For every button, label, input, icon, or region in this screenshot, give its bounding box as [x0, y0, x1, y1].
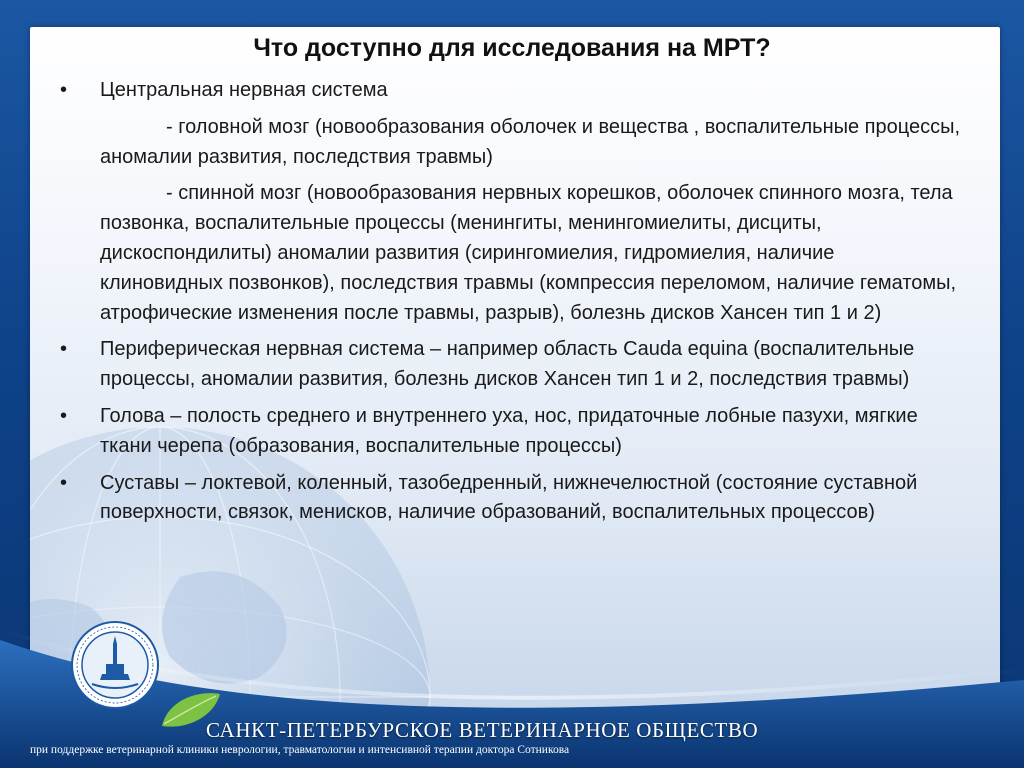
- sub-item-spinal-cord: - спинной мозг (новообразования нервных корешков, оболочек спинного мозга, тела позвонка, воспалительные процессы (менингиты, менингомиелиты, дисциты, дискоспондилиты) аномалии развития (сирингомиелия, гидромиелия, наличие клиновидных позвонков), последствия травмы (компрессия переломом, наличие гематомы, атрофические изменения после травмы, разрыв), болезнь дисков Хансен тип 1 и 2): [100, 182, 957, 324]
- society-emblem-icon: [70, 620, 160, 710]
- bullet-icon: •: [60, 404, 68, 427]
- slide-title: Что доступно для исследования на МРТ?: [253, 34, 771, 62]
- list-item-joints: [56, 469, 961, 529]
- item-text: Центральная нервная система: [100, 79, 388, 101]
- item-text: Голова – полость среднего и внутреннего уха, нос, придаточные лобные пазухи, мягкие ткани черепа (образования, воспалительные процессы): [100, 404, 918, 457]
- society-name: САНКТ-ПЕТЕРБУРСКОЕ ВЕТЕРИНАРНОЕ ОБЩЕСТВО: [206, 718, 759, 742]
- item-text: Периферическая нервная система – например область Cauda equina (воспалительные процессы, аномалии развития, болезнь дисков Хансен тип 1 и 2, последствия травмы): [100, 338, 915, 391]
- support-text: при поддержке ветеринарной клиники неврологии, травматологии и интенсивной терапии доктора Сотникова: [30, 744, 570, 756]
- sub-item-brain: - головной мозг (новообразования оболочек и вещества , воспалительные процессы, аномалии развития, последствия травмы): [100, 115, 961, 168]
- bullet-list: [56, 76, 961, 535]
- list-item-cns: [56, 76, 961, 328]
- bullet-icon: •: [60, 471, 68, 494]
- list-item-head: [56, 402, 961, 462]
- item-text: Суставы – локтевой, коленный, тазобедренный, нижнечелюстной (состояние суставной поверхности, связок, менисков, наличие образований, воспалительных процессов): [100, 471, 918, 524]
- list-item-pns: [56, 335, 961, 395]
- bullet-icon: •: [60, 79, 68, 101]
- bullet-icon: •: [60, 338, 68, 361]
